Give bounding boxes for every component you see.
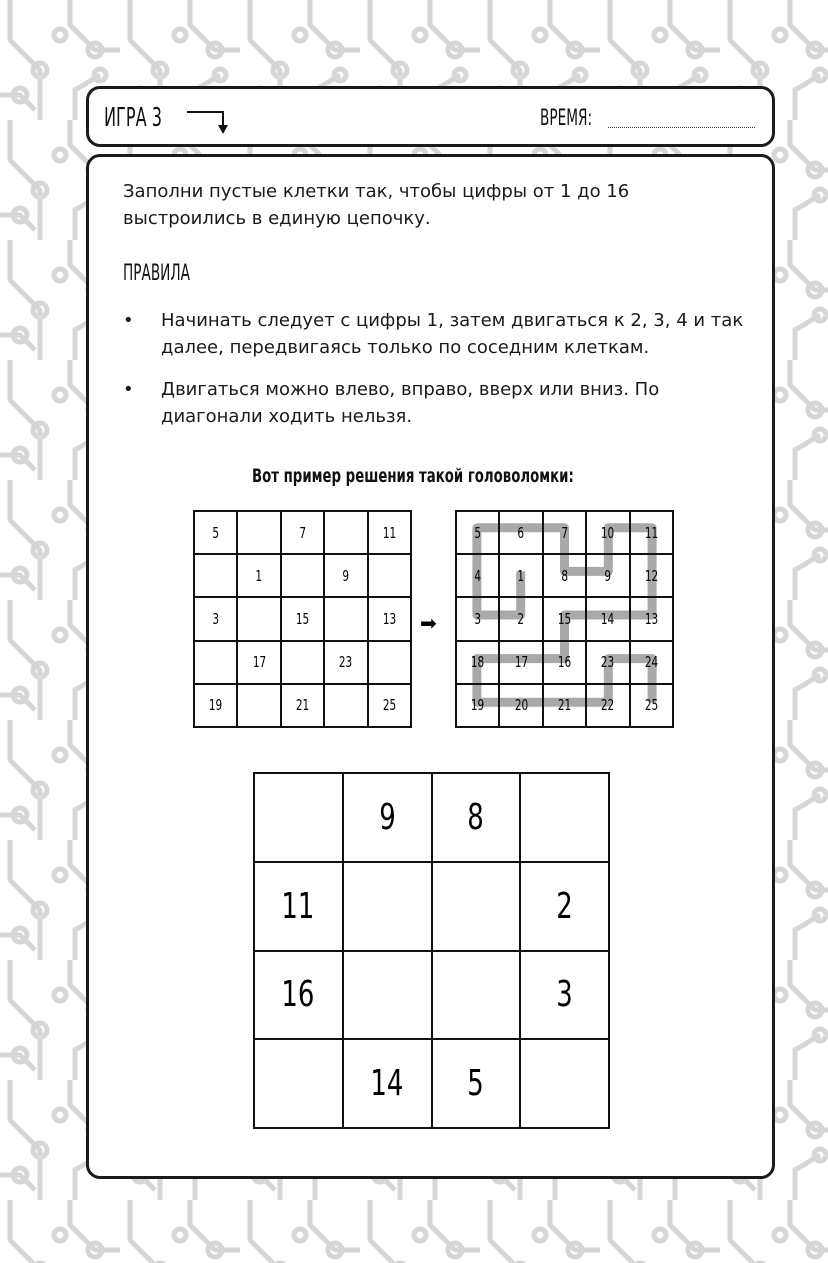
cell-value: 13 [644,609,658,628]
example-solution-grid [455,510,674,728]
cell-value: 20 [514,696,528,715]
rule-text: Начинать следует с цифры 1, затем двигаться к 2, 3, 4 и так далее, передвигаясь только по соседним клеткам. [161,310,744,358]
cell-value: 12 [644,566,658,585]
cell-value: 22 [601,696,615,715]
cell-value: 13 [382,609,396,628]
instructions: Заполни пустые клетки так, чтобы цифры от 1 до 16 выстроились в единую цепочку. [123,181,630,229]
cell-value: 19 [471,696,485,715]
grid-cell [194,684,237,727]
grid-cell [324,597,367,640]
puzzle-grid [253,772,610,1129]
grid-cell [543,641,586,684]
grid-cell [456,511,499,554]
grid-cell [324,554,367,597]
grid-cell[interactable] [343,862,432,951]
cell-value: 25 [644,696,658,715]
example-heading: Вот пример решения такой головоломки: [252,465,574,487]
grid-cell[interactable] [343,951,432,1040]
time-input-line[interactable] [608,127,755,128]
cell-value: 1 [517,566,525,585]
cell-value: 16 [281,974,315,1016]
cell-value: 15 [557,609,572,628]
time-label: ВРЕМЯ: [540,106,593,131]
bullet: • [123,379,134,400]
cell-value: 11 [644,523,658,542]
grid-cell [499,641,542,684]
cell-value: 7 [561,523,568,542]
grid-cell [499,597,542,640]
grid-cell [237,554,280,597]
cell-value: 6 [517,523,525,542]
cell-value: 5 [474,523,482,542]
cell-value: 14 [601,609,615,628]
grid-cell [194,554,237,597]
grid-cell [520,951,609,1040]
grid-cell [343,1039,432,1128]
cell-value: 17 [514,653,528,672]
grid-cell [368,597,411,640]
grid-cell [630,684,673,727]
game-panel [86,154,775,1179]
grid-cell [499,684,542,727]
cell-value: 3 [474,609,482,628]
grid-cell [368,511,411,554]
grid-cell [368,641,411,684]
cell-value: 5 [467,1063,485,1105]
grid-cell[interactable] [432,862,521,951]
grid-cell [254,951,343,1040]
cell-value: 8 [467,796,485,838]
grid-cell [281,511,324,554]
cell-value: 23 [601,653,615,672]
grid-cell [586,554,629,597]
cell-value: 10 [601,523,615,542]
cell-value: 25 [382,696,396,715]
grid-cell [237,597,280,640]
grid-cell [456,641,499,684]
grid-cell [456,597,499,640]
game-header [86,86,775,147]
cell-value: 4 [474,566,482,585]
example-puzzle-grid [193,510,412,728]
cell-value: 14 [370,1063,404,1105]
grid-cell [254,862,343,951]
grid-cell[interactable] [520,773,609,862]
grid-cell [368,554,411,597]
grid-cell [324,511,367,554]
grid-cell[interactable] [254,1039,343,1128]
cell-value: 23 [339,653,353,672]
cell-value: 1 [255,566,263,585]
cell-value: 3 [556,974,573,1016]
cell-value: 16 [557,653,572,672]
grid-cell [543,511,586,554]
grid-cell [281,641,324,684]
grid-cell [630,641,673,684]
grid-cell [586,684,629,727]
game-title: ИГРА 3 [104,103,163,133]
cell-value: 17 [252,653,266,672]
grid-cell [543,684,586,727]
arrow-down-right-icon [187,105,231,135]
cell-value: 5 [212,523,220,542]
grid-cell [194,597,237,640]
cell-value: 11 [281,885,315,927]
cell-value: 24 [644,653,658,672]
cell-value: 21 [557,696,572,715]
grid-cell [520,862,609,951]
cell-value: 15 [295,609,310,628]
grid-cell [586,597,629,640]
grid-cell [630,554,673,597]
cell-value: 2 [556,885,573,927]
cell-value: 8 [561,566,568,585]
grid-cell [630,511,673,554]
grid-cell [432,1039,521,1128]
grid-cell [237,511,280,554]
rule-text: Двигаться можно влево, вправо, вверх или вниз. По диагонали ходить нельзя. [161,379,660,427]
grid-cell[interactable] [432,951,521,1040]
grid-cell [237,684,280,727]
grid-cell [456,554,499,597]
grid-cell [281,554,324,597]
grid-cell[interactable] [254,773,343,862]
cell-value: 19 [209,696,223,715]
grid-cell [456,684,499,727]
grid-cell [194,641,237,684]
grid-cell [324,641,367,684]
grid-cell [543,597,586,640]
grid-cell [499,511,542,554]
cell-value: 3 [212,609,220,628]
bullet: • [123,310,134,331]
cell-value: 2 [517,609,525,628]
rules-heading: ПРАВИЛА [123,261,190,286]
grid-cell [194,511,237,554]
grid-cell [281,684,324,727]
cell-value: 11 [382,523,396,542]
grid-cell [543,554,586,597]
grid-cell [630,597,673,640]
arrow-right-icon: ➡ [420,611,437,635]
cell-value: 21 [295,696,310,715]
grid-cell [499,554,542,597]
grid-cell[interactable] [520,1039,609,1128]
grid-cell [281,597,324,640]
cell-value: 9 [342,566,350,585]
grid-cell [237,641,280,684]
grid-cell [432,773,521,862]
cell-value: 9 [378,796,396,838]
cell-value: 7 [299,523,306,542]
grid-cell [586,511,629,554]
grid-cell [586,641,629,684]
grid-cell [343,773,432,862]
grid-cell [324,684,367,727]
cell-value: 9 [604,566,612,585]
cell-value: 18 [471,653,485,672]
grid-cell [368,684,411,727]
